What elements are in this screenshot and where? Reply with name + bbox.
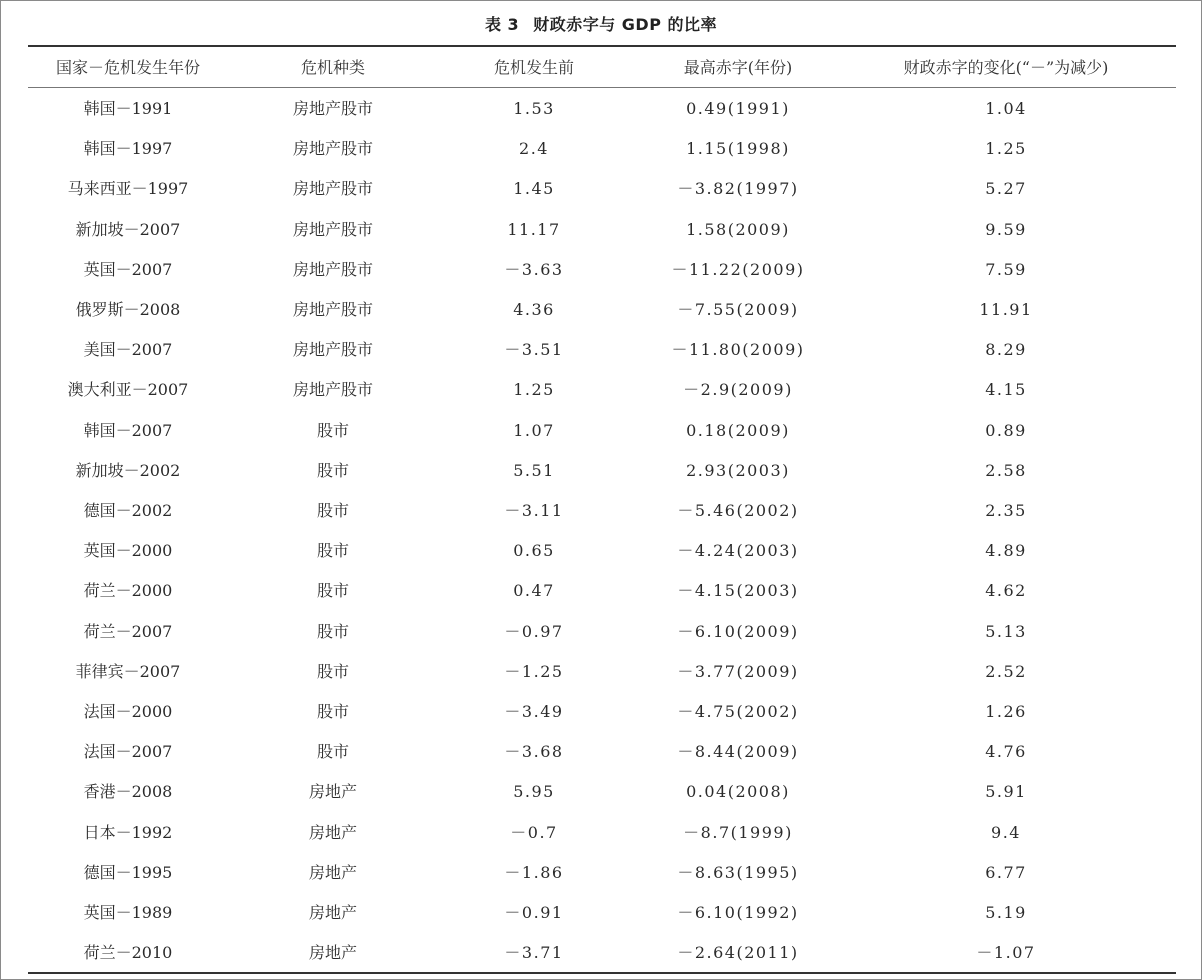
cell-deficit-change: 4.89 [985, 541, 1027, 561]
cell-crisis-type: 房地产股市 [292, 259, 373, 279]
cell-deficit-change: 7.59 [985, 259, 1027, 279]
cell-pre-crisis: 0.65 [513, 541, 555, 561]
header-deficit-change: 财政赤字的变化(“－”为减少) [903, 58, 1109, 77]
table-row [28, 772, 1176, 812]
cell-max-deficit: 1.15(1998) [686, 139, 790, 159]
cell-country-year: 菲律宾－2007 [75, 661, 181, 681]
cell-crisis-type: 房地产 [308, 903, 357, 922]
cell-deficit-change: 5.13 [985, 621, 1027, 641]
header-rule [28, 87, 1176, 88]
cell-pre-crisis: 1.07 [513, 420, 555, 440]
cell-country-year: 澳大利亚－2007 [67, 380, 189, 400]
table-row [28, 250, 1176, 290]
cell-crisis-type: 房地产 [308, 822, 357, 842]
table-row [28, 571, 1176, 611]
table-row [28, 370, 1176, 410]
cell-country-year: 法国－2000 [83, 702, 173, 721]
cell-deficit-change: 5.27 [985, 179, 1027, 199]
cell-max-deficit: 0.04(2008) [686, 782, 790, 802]
cell-max-deficit: －4.24(2003) [677, 541, 799, 561]
table-row [28, 129, 1176, 169]
cell-max-deficit: －3.77(2009) [677, 661, 799, 681]
cell-pre-crisis: 4.36 [513, 300, 555, 319]
cell-deficit-change: 11.91 [979, 300, 1033, 319]
cell-pre-crisis: －0.91 [504, 903, 564, 922]
cell-crisis-type: 股市 [316, 581, 349, 601]
cell-country-year: 美国－2007 [83, 340, 173, 360]
cell-deficit-change: 9.59 [985, 219, 1027, 239]
cell-crisis-type: 房地产股市 [292, 300, 373, 319]
cell-pre-crisis: －0.7 [510, 822, 558, 842]
cell-country-year: 新加坡－2002 [75, 460, 181, 480]
cell-max-deficit: 2.93(2003) [686, 460, 790, 480]
cell-deficit-change: －1.07 [976, 943, 1036, 963]
cell-crisis-type: 房地产 [308, 943, 357, 963]
cell-crisis-type: 房地产股市 [292, 99, 373, 118]
cell-pre-crisis: 5.95 [513, 782, 555, 802]
cell-deficit-change: 2.52 [985, 661, 1027, 681]
cell-country-year: 新加坡－2007 [75, 219, 181, 239]
cell-pre-crisis: －3.63 [504, 259, 564, 279]
cell-deficit-change: 4.76 [985, 742, 1027, 762]
cell-country-year: 英国－2007 [83, 259, 173, 279]
table-caption [0, 12, 1202, 35]
cell-max-deficit: －8.63(1995) [677, 862, 799, 882]
cell-pre-crisis: －3.11 [504, 501, 564, 520]
cell-country-year: 英国－1989 [83, 903, 173, 922]
cell-crisis-type: 股市 [316, 742, 349, 762]
cell-deficit-change: 1.26 [985, 702, 1027, 721]
cell-country-year: 韩国－1997 [83, 139, 173, 159]
cell-crisis-type: 股市 [316, 621, 349, 641]
cell-crisis-type: 股市 [316, 501, 349, 520]
cell-country-year: 荷兰－2010 [83, 943, 173, 963]
cell-deficit-change: 5.91 [985, 782, 1027, 802]
header-max-deficit: 最高赤字(年份) [683, 58, 793, 77]
cell-max-deficit: －6.10(2009) [677, 621, 799, 641]
table-row [28, 411, 1176, 451]
cell-pre-crisis: 11.17 [507, 219, 561, 239]
cell-pre-crisis: 5.51 [513, 460, 555, 480]
table-row [28, 893, 1176, 933]
header-country-year: 国家－危机发生年份 [55, 58, 200, 77]
cell-pre-crisis: －3.49 [504, 702, 564, 721]
table-row [28, 531, 1176, 571]
cell-crisis-type: 房地产股市 [292, 179, 373, 199]
table-number: 表 3 [484, 15, 520, 34]
cell-country-year: 韩国－2007 [83, 420, 173, 440]
bottom-rule [28, 972, 1176, 974]
cell-deficit-change: 4.62 [985, 581, 1027, 601]
cell-max-deficit: －5.46(2002) [677, 501, 799, 520]
cell-deficit-change: 0.89 [985, 420, 1027, 440]
cell-country-year: 香港－2008 [83, 782, 173, 802]
table-row [28, 732, 1176, 772]
cell-crisis-type: 房地产股市 [292, 219, 373, 239]
table-row [28, 692, 1176, 732]
cell-max-deficit: －3.82(1997) [677, 179, 799, 199]
header-crisis-type: 危机种类 [300, 58, 365, 77]
table-row [28, 330, 1176, 370]
table-row [28, 290, 1176, 330]
cell-crisis-type: 股市 [316, 702, 349, 721]
cell-pre-crisis: －3.71 [504, 943, 564, 963]
table-row [28, 89, 1176, 129]
cell-max-deficit: －2.64(2011) [677, 943, 799, 963]
cell-country-year: 日本－1992 [83, 822, 173, 842]
table-row [28, 169, 1176, 209]
cell-country-year: 荷兰－2000 [83, 581, 173, 601]
cell-crisis-type: 房地产股市 [292, 340, 373, 360]
cell-crisis-type: 股市 [316, 661, 349, 681]
cell-crisis-type: 股市 [316, 460, 349, 480]
cell-deficit-change: 2.35 [985, 501, 1027, 520]
table-row [28, 652, 1176, 692]
cell-pre-crisis: 2.4 [519, 139, 549, 159]
table-row [28, 933, 1176, 973]
cell-country-year: 荷兰－2007 [83, 621, 173, 641]
table-row [28, 210, 1176, 250]
table-row [28, 491, 1176, 531]
cell-deficit-change: 4.15 [985, 380, 1027, 400]
cell-pre-crisis: －1.86 [504, 862, 564, 882]
cell-max-deficit: －8.7(1999) [683, 822, 793, 842]
cell-max-deficit: －2.9(2009) [683, 380, 793, 400]
cell-max-deficit: －4.15(2003) [677, 581, 799, 601]
cell-crisis-type: 股市 [316, 420, 349, 440]
cell-max-deficit: －4.75(2002) [677, 702, 799, 721]
cell-country-year: 德国－1995 [83, 862, 173, 882]
cell-pre-crisis: 0.47 [513, 581, 555, 601]
cell-country-year: 韩国－1991 [83, 99, 173, 118]
table-row [28, 451, 1176, 491]
cell-deficit-change: 2.58 [985, 460, 1027, 480]
top-rule [28, 45, 1176, 47]
cell-deficit-change: 5.19 [985, 903, 1027, 922]
cell-country-year: 法国－2007 [83, 742, 173, 762]
cell-crisis-type: 房地产 [308, 782, 357, 802]
cell-max-deficit: －6.10(1992) [677, 903, 799, 922]
cell-country-year: 英国－2000 [83, 541, 173, 561]
cell-crisis-type: 股市 [316, 541, 349, 561]
cell-max-deficit: －8.44(2009) [677, 742, 799, 762]
cell-crisis-type: 房地产股市 [292, 139, 373, 159]
table-row [28, 853, 1176, 893]
cell-country-year: 俄罗斯－2008 [75, 300, 181, 319]
cell-max-deficit: －11.80(2009) [671, 340, 805, 360]
cell-country-year: 马来西亚－1997 [67, 179, 189, 199]
cell-pre-crisis: 1.45 [513, 179, 555, 199]
cell-max-deficit: 0.18(2009) [686, 420, 790, 440]
cell-deficit-change: 9.4 [991, 822, 1021, 842]
cell-max-deficit: －7.55(2009) [677, 300, 799, 319]
table-header [28, 48, 1176, 88]
cell-pre-crisis: －3.68 [504, 742, 564, 762]
cell-pre-crisis: －1.25 [504, 661, 564, 681]
table-title: 财政赤字与 GDP 的比率 [533, 15, 717, 34]
header-pre-crisis: 危机发生前 [493, 58, 574, 77]
cell-pre-crisis: 1.25 [513, 380, 555, 400]
table-row [28, 612, 1176, 652]
cell-max-deficit: 0.49(1991) [686, 99, 790, 118]
cell-deficit-change: 1.25 [985, 139, 1027, 159]
cell-pre-crisis: －0.97 [504, 621, 564, 641]
table-row [28, 813, 1176, 853]
cell-deficit-change: 8.29 [985, 340, 1027, 360]
cell-country-year: 德国－2002 [83, 501, 173, 520]
cell-crisis-type: 房地产 [308, 862, 357, 882]
cell-max-deficit: －11.22(2009) [671, 259, 805, 279]
cell-deficit-change: 6.77 [985, 862, 1027, 882]
cell-pre-crisis: 1.53 [513, 99, 555, 118]
cell-max-deficit: 1.58(2009) [686, 219, 790, 239]
cell-crisis-type: 房地产股市 [292, 380, 373, 400]
cell-pre-crisis: －3.51 [504, 340, 564, 360]
cell-deficit-change: 1.04 [985, 99, 1027, 118]
